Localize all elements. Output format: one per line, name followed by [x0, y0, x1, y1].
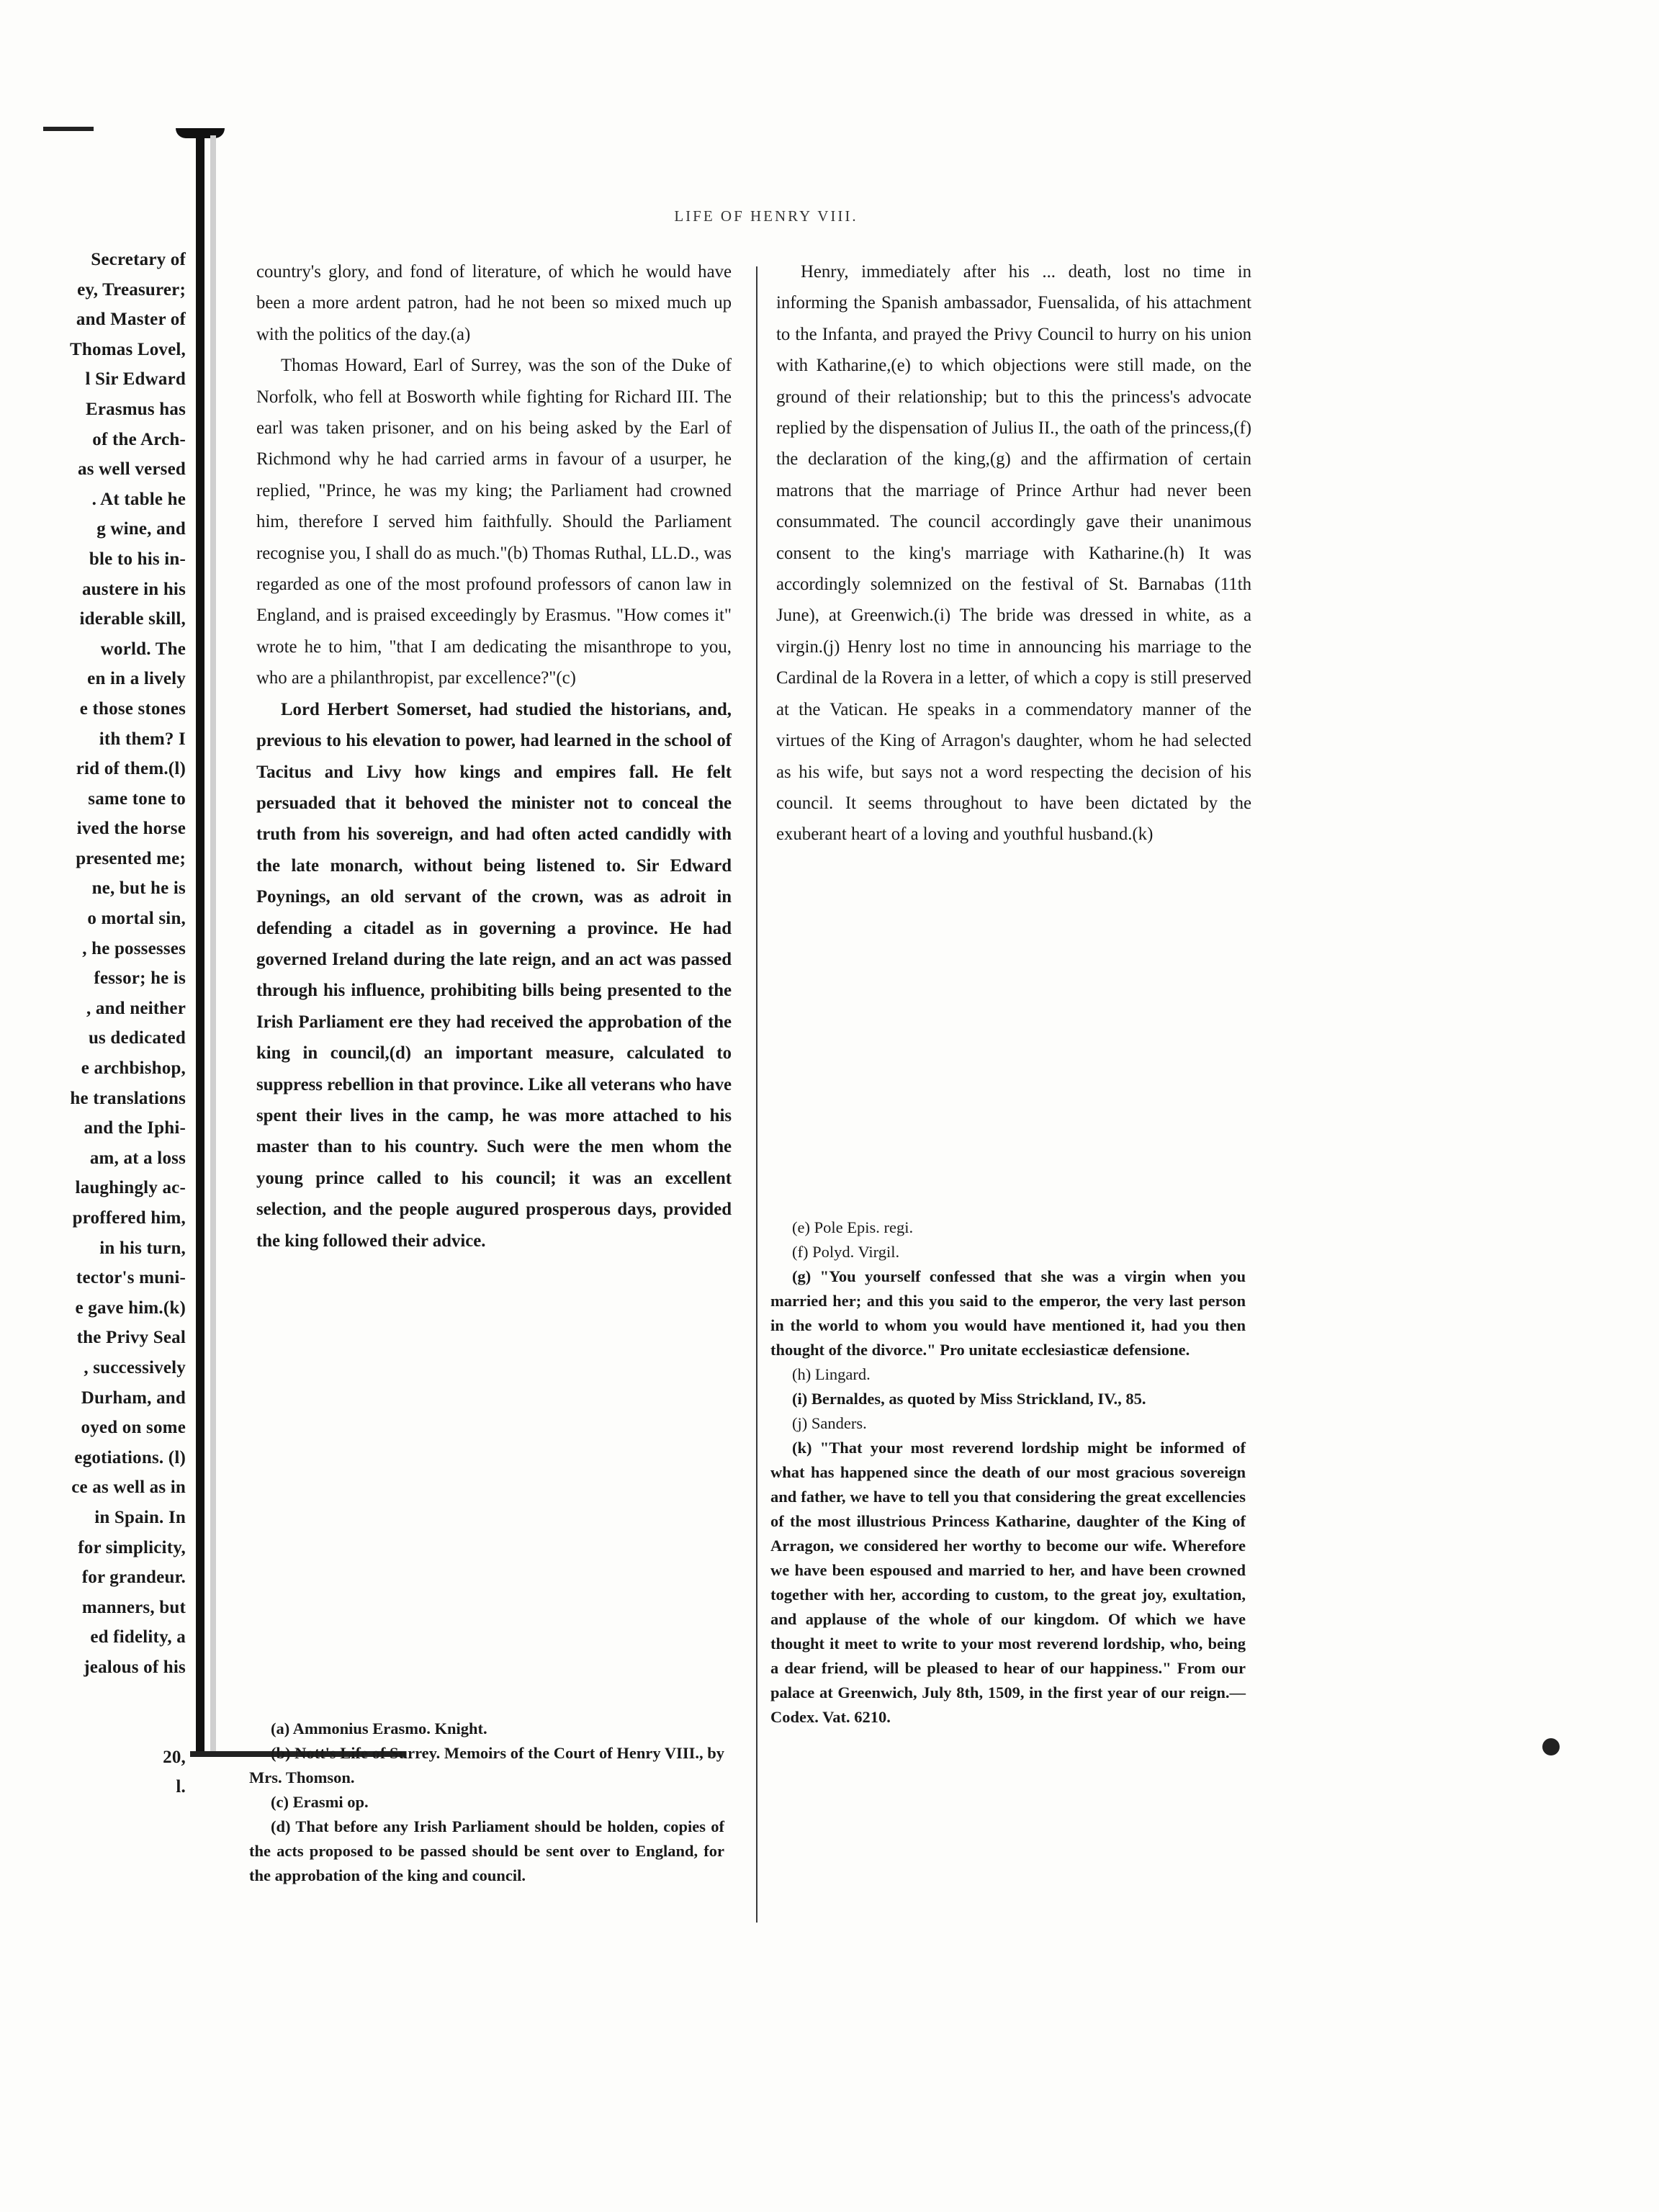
previous-page-line: . At table he: [91, 489, 186, 509]
previous-page-line: e those stones: [79, 698, 186, 719]
previous-page-line: the Privy Seal: [76, 1328, 186, 1348]
previous-page-line: oyed on some: [81, 1418, 186, 1438]
previous-page-line: austere in his: [81, 579, 186, 599]
previous-page-line: g wine, and: [96, 519, 186, 539]
previous-page-line: Durham, and: [81, 1388, 186, 1408]
previous-page-line: ne, but he is: [91, 878, 186, 899]
previous-page-line: l Sir Edward: [85, 369, 186, 390]
previous-page-line: o mortal sin,: [87, 909, 186, 929]
footnote-e: (e) Pole Epis. regi.: [792, 1218, 914, 1236]
right-paragraph-1: Henry, immediately after his ... death, lost no time in informing the Spanish ambassador, Fuensalida, of his attachment to the Infanta, and prayed the Privy Council to hurry on his union with Katharine,(e) to which objections were still made, on the ground of their relationship; but to this the princess's advocate replied by the dispensation of Julius II., the oath of the princess,(f) the declaration of the king,(g) and the affirmation of certain matrons that the marriage of Prince Arthur had never been consummated. The council accordingly gave their unanimous consent to the king's marriage with Katharine.(h) It was accordingly solemnized on the festival of St. Barnabas (11th June), at Greenwich.(i) The bride was dressed in white, as a virgin.(j) Henry lost no time in announcing his marriage to the Cardinal de la Rovera in a letter, of which a copy is still preserved at the Vatican. He speaks in a commendatory manner of the virtues of the King of Arragon's daughter, whom he had selected as his wife, but says not a word respecting the decision of his council. It seems throughout to have been dictated by the exuberant heart of a loving and youthful husband.(k): [776, 262, 1251, 845]
previous-page-line: rid of them.(l): [76, 759, 186, 779]
previous-page-line: 20,: [163, 1747, 186, 1767]
previous-page-line: ce as well as in: [71, 1478, 186, 1498]
previous-page-line: Thomas Lovel,: [70, 339, 186, 359]
footnote-i: (i) Bernaldes, as quoted by Miss Strickland, IV., 85.: [792, 1390, 1146, 1408]
footnote-b: (b) Nott's Life of Surrey. Memoirs of the Court of Henry VIII., by Mrs. Thomson.: [249, 1744, 724, 1786]
footnote-k: (k) "That your most reverend lordship might be informed of what has happened since the death of our most gracious sovereign and father, we have to tell you that considering the great excellencies of the most illustrious Princess Katharine, daughter of the King of Arragon, we considered her worthy to become our wife. Wherefore we have been espoused and married to her, and have been crowned together with her, according to custom, to the great joy, exultation, and applause of the whole of our kingdom. Of which we have thought it meet to write to your most reverend lordship, who, being a dear friend, will be pleased to hear of our happiness." From our palace at Greenwich, July 8th, 1509, in the first year of our reign.—Codex. Vat. 6210.: [770, 1439, 1246, 1726]
previous-page-line: en in a lively: [87, 669, 186, 689]
previous-page-line: as well versed: [78, 459, 186, 480]
previous-page-line: l.: [176, 1777, 186, 1797]
previous-page-line: tector's muni-: [76, 1268, 186, 1288]
left-paragraph-3: Lord Herbert Somerset, had studied the historians, and, previous to his elevation to power, had learned in the school of Tacitus and Livy how kings and empires fall. He felt persuaded that it behoved the minister not to conceal the truth from his sovereign, and had often acted candidly with the late monarch, without being listened to. Sir Edward Poynings, an old servant of the crown, was as adroit in defending a citadel as in governing a province. He had governed Ireland during the late reign, and an act was passed through his influence, prohibiting bills being presented to the Irish Parliament ere they had received the approbation of the king in council,(d) an important measure, calculated to suppress rebellion in that province. Like all veterans who have spent their lives in the camp, he was more attached to his master than to his country. Such were the men whom the young prince called to his council; it was an excellent selection, and the people augured prosperous days, provided the king followed their advice.: [256, 699, 732, 1251]
previous-page-line: same tone to: [88, 788, 186, 809]
previous-page-line: Erasmus has: [85, 399, 186, 419]
footnote-c: (c) Erasmi op.: [271, 1793, 369, 1811]
book-spine: [189, 128, 210, 1755]
footnote-a: (a) Ammonius Erasmo. Knight.: [271, 1719, 487, 1737]
corner-mark: [43, 127, 94, 131]
column-divider: [756, 266, 757, 1923]
footnote-h: (h) Lingard.: [792, 1365, 871, 1383]
right-text-column: [776, 256, 1251, 850]
previous-page-line: fessor; he is: [94, 968, 186, 989]
previous-page-line: and the Iphi-: [84, 1118, 186, 1138]
previous-page-text: [0, 245, 186, 1802]
previous-page-line: iderable skill,: [79, 609, 186, 629]
ink-blot: [1542, 1738, 1560, 1755]
previous-page-line: [0, 1683, 186, 1713]
left-footnotes: [249, 1717, 724, 1888]
previous-page-line: proffered him,: [72, 1208, 186, 1228]
previous-page-line: us dedicated: [88, 1028, 186, 1048]
footnote-d: (d) That before any Irish Parliament should be holden, copies of the acts proposed to be passed should be sent over to England, for the approbation of the king and council.: [249, 1817, 724, 1884]
previous-page-line: laughingly ac-: [75, 1178, 186, 1198]
running-head: LIFE OF HENRY VIII.: [674, 207, 858, 225]
previous-page-line: presented me;: [76, 848, 186, 868]
previous-page-line: , successively: [84, 1357, 186, 1377]
previous-page-line: e gave him.(k): [75, 1298, 186, 1318]
previous-page-line: in Spain. In: [94, 1507, 186, 1527]
previous-page-line: ith them? I: [99, 729, 186, 749]
previous-page-line: ed fidelity, a: [90, 1627, 186, 1647]
footnote-g: (g) "You yourself confessed that she was a virgin when you married her; and this you said to the emperor, the very last person in the world to whom you would have mentioned it, had you then thought of the divorce." Pro unitate ecclesiasticæ defensione.: [770, 1267, 1246, 1359]
previous-page-line: for simplicity,: [78, 1537, 186, 1557]
spine-shadow: [210, 135, 216, 1755]
previous-page-line: ble to his in-: [89, 549, 186, 569]
left-text-column: [256, 256, 732, 1256]
previous-page-line: world. The: [100, 639, 186, 659]
previous-page-line: manners, but: [81, 1597, 186, 1617]
left-paragraph-1: country's glory, and fond of literature, of which he would have been a more ardent patron, had he not been so mixed much up with the politics of the day.(a): [256, 262, 732, 344]
previous-page-line: am, at a loss: [89, 1148, 186, 1168]
previous-page-line: jealous of his: [84, 1657, 186, 1677]
previous-page-line: in his turn,: [99, 1238, 186, 1258]
previous-page-edge: [0, 108, 189, 1797]
previous-page-line: Secretary of: [91, 250, 186, 269]
footnote-j: (j) Sanders.: [792, 1414, 867, 1432]
previous-page-line: ived the horse: [76, 819, 186, 839]
left-paragraph-2: Thomas Howard, Earl of Surrey, was the son of the Duke of Norfolk, who fell at Bosworth while fighting for Richard III. The earl was taken prisoner, and on his being asked by the Earl of Richmond why he had carried arms in favour of a usurper, he replied, "Prince, he was my king; the Parliament had crowned him, therefore I served him faithfully. Should the Parliament recognise you, I shall do as much."(b) Thomas Ruthal, LL.D., was regarded as one of the most profound professors of canon law in England, and is praised exceedingly by Erasmus. "How comes it" wrote he to him, "that I am dedicating the misanthrope to you, who are a philanthropist, par excellence?"(c): [256, 356, 732, 688]
previous-page-line: and Master of: [76, 310, 186, 330]
previous-page-line: for grandeur.: [81, 1568, 186, 1588]
previous-page-line: he translations: [70, 1088, 186, 1108]
previous-page-line: ey, Treasurer;: [77, 279, 186, 300]
footnote-f: (f) Polyd. Virgil.: [792, 1243, 900, 1261]
previous-page-line: , he possesses: [82, 938, 186, 958]
previous-page-line: e archbishop,: [81, 1058, 186, 1079]
previous-page-line: of the Arch-: [92, 429, 186, 449]
previous-page-line: egotiations. (l): [74, 1447, 186, 1467]
right-footnotes: [770, 1215, 1246, 1730]
previous-page-line: , and neither: [86, 998, 186, 1018]
previous-page-line: [0, 1712, 186, 1743]
